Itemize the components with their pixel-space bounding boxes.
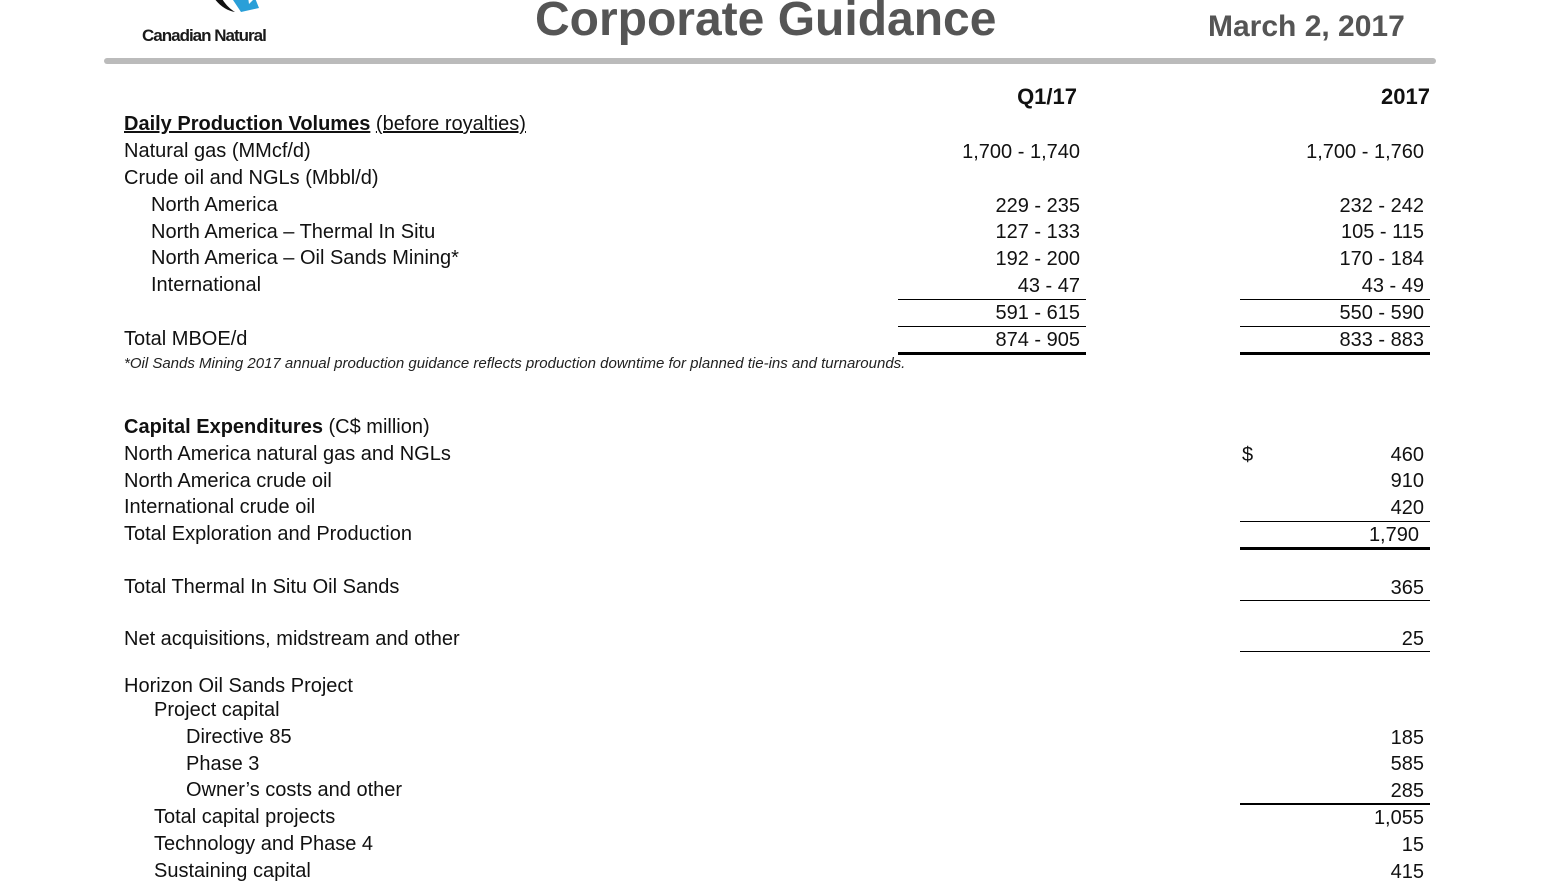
capex-row-year: 420 <box>1390 497 1424 519</box>
thermal-year: 365 <box>1390 577 1424 599</box>
crude-row-label: International <box>151 274 262 296</box>
natural-gas-q1: 1,700 - 1,740 <box>962 141 1080 163</box>
capex-heading-suffix: (C$ million) <box>328 416 430 438</box>
horizon-item-label: Owner’s costs and other <box>186 779 403 801</box>
subtotal-rule <box>898 326 1086 327</box>
subtotal-rule <box>1240 651 1430 652</box>
crude-row-year: 232 - 242 <box>1339 195 1424 217</box>
capex-row-label: International crude oil <box>124 496 316 518</box>
total-capital-year: 1,055 <box>1373 807 1424 829</box>
subtotal-rule <box>1240 326 1430 327</box>
column-header-year: 2017 <box>1381 84 1430 109</box>
report-date: March 2, 2017 <box>1208 10 1405 43</box>
natural-gas-label: Natural gas (MMcf/d) <box>124 140 311 162</box>
technology-year: 15 <box>1401 834 1424 856</box>
total-mboe-q1: 874 - 905 <box>995 329 1080 351</box>
total-rule <box>898 352 1086 355</box>
capex-heading <box>124 416 430 439</box>
crude-row-year: 170 - 184 <box>1339 248 1424 270</box>
subtotal-rule <box>1240 803 1430 805</box>
crude-row-year: 43 - 49 <box>1361 275 1424 297</box>
total-capital-label: Total capital projects <box>154 806 336 828</box>
horizon-item-year: 585 <box>1390 753 1424 775</box>
capex-heading-title: Capital Expenditures <box>124 416 323 438</box>
total-mboe-year: 833 - 883 <box>1339 329 1424 351</box>
capex-row-label: Total Exploration and Production <box>124 523 412 545</box>
logo-text: Canadian Natural <box>142 26 266 45</box>
subtotal-rule <box>898 299 1086 300</box>
page-title: Corporate Guidance <box>535 0 997 46</box>
crude-row-label: North America – Oil Sands Mining* <box>151 247 459 269</box>
production-footnote: *Oil Sands Mining 2017 annual production guidance reflects production downtime for planned tie-ins and turnarounds. <box>124 355 906 372</box>
crude-row-label: North America – Thermal In Situ <box>151 221 436 243</box>
production-heading-suffix: (before royalties) <box>375 113 526 135</box>
sustaining-year: 415 <box>1390 861 1424 883</box>
net-acquisitions-label: Net acquisitions, midstream and other <box>124 628 460 650</box>
natural-gas-year: 1,700 - 1,760 <box>1306 141 1424 163</box>
column-header-q1: Q1/17 <box>1017 84 1077 109</box>
crude-row-year: 105 - 115 <box>1340 221 1424 243</box>
net-acquisitions-year: 25 <box>1401 628 1424 650</box>
capex-row-year: 460 <box>1390 444 1424 466</box>
crude-row-q1: 127 - 133 <box>995 221 1080 243</box>
horizon-item-year: 285 <box>1390 780 1424 802</box>
total-mboe-label: Total MBOE/d <box>124 328 248 350</box>
horizon-item-year: 185 <box>1390 727 1424 749</box>
production-heading <box>124 113 526 136</box>
crude-oil-label: Crude oil and NGLs (Mbbl/d) <box>124 167 379 189</box>
currency-symbol: $ <box>1242 444 1254 466</box>
canadian-natural-logo-icon <box>175 0 265 18</box>
crude-row-q1: 192 - 200 <box>995 248 1080 270</box>
crude-total-year: 550 - 590 <box>1339 302 1424 324</box>
production-heading-title: Daily Production Volumes <box>124 113 371 135</box>
subtotal-rule <box>1240 299 1430 300</box>
total-rule <box>1240 352 1430 355</box>
capex-row-year: 910 <box>1390 470 1424 492</box>
capex-row-year: 1,790 <box>1368 524 1419 546</box>
sustaining-label: Sustaining capital <box>154 860 311 882</box>
horizon-item-label: Directive 85 <box>186 726 292 748</box>
horizon-label: Horizon Oil Sands Project <box>124 675 353 697</box>
header-divider <box>104 58 1436 64</box>
total-rule <box>1240 547 1430 550</box>
horizon-item-label: Phase 3 <box>186 753 260 775</box>
technology-label: Technology and Phase 4 <box>154 833 374 855</box>
subtotal-rule <box>1240 521 1430 522</box>
crude-row-q1: 229 - 235 <box>995 195 1080 217</box>
crude-total-q1: 591 - 615 <box>995 302 1080 324</box>
crude-row-label: North America <box>151 194 278 216</box>
capex-row-label: North America crude oil <box>124 470 332 492</box>
crude-row-q1: 43 - 47 <box>1017 275 1080 297</box>
project-capital-label: Project capital <box>154 699 280 721</box>
thermal-label: Total Thermal In Situ Oil Sands <box>124 576 400 598</box>
capex-row-label: North America natural gas and NGLs <box>124 443 451 465</box>
subtotal-rule <box>1240 600 1430 601</box>
